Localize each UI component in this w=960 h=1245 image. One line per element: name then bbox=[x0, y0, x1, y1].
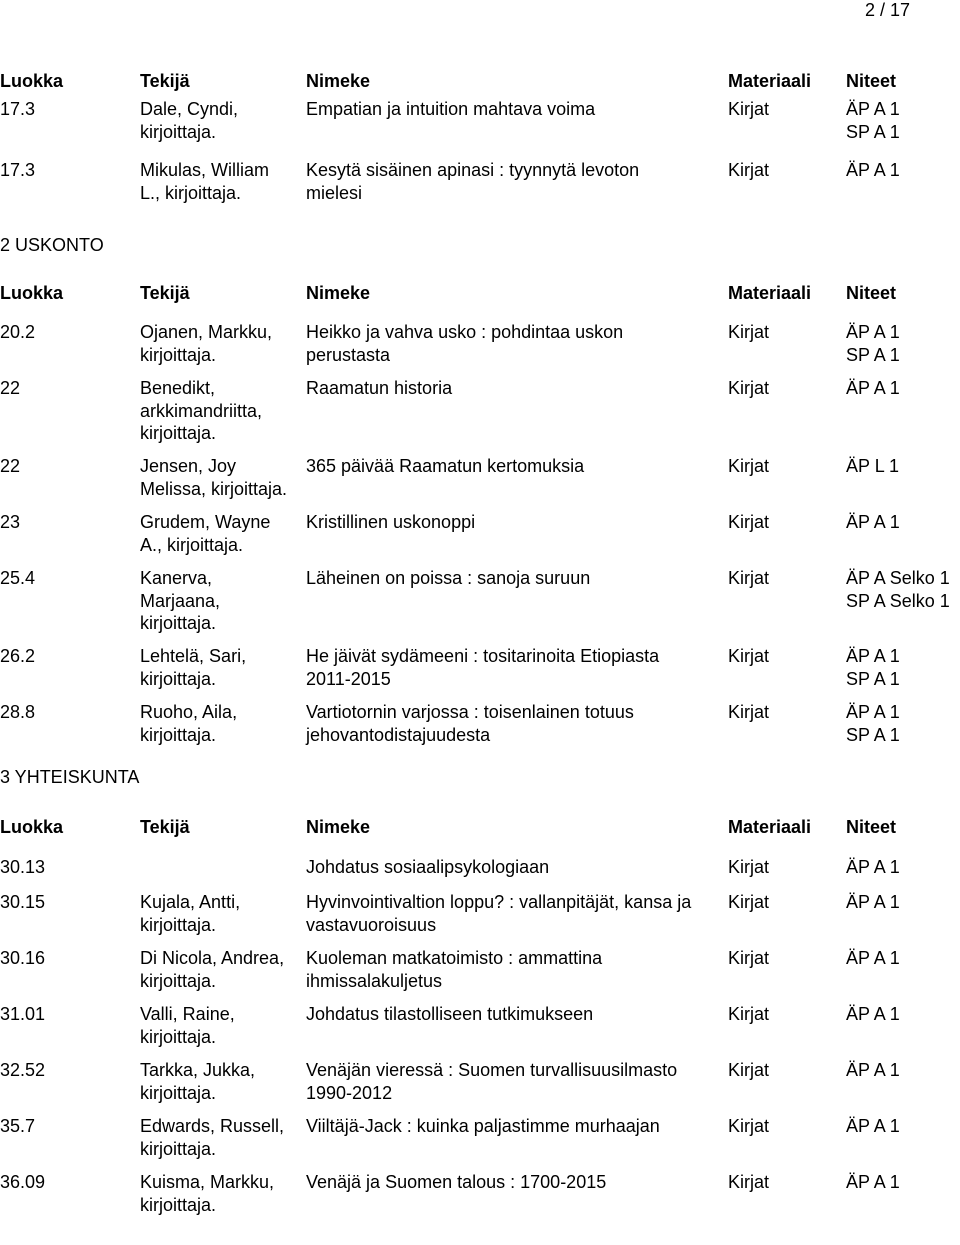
row-luokka: 17.3 bbox=[0, 160, 36, 180]
table-row bbox=[0, 891, 960, 947]
table-row bbox=[0, 1115, 960, 1171]
row-nimeke: Läheinen on poissa : sanoja suruun bbox=[306, 568, 591, 588]
table-row bbox=[0, 98, 960, 159]
table-row bbox=[0, 511, 960, 567]
row-niteet: ÄP A 1 bbox=[846, 1060, 900, 1080]
row-niteet: ÄP A 1 SP A 1 bbox=[846, 646, 900, 689]
row-materiaali: Kirjat bbox=[728, 322, 770, 342]
row-nimeke: Vartiotornin varjossa : toisenlainen totuus jehovantodistajuudesta bbox=[306, 702, 634, 745]
row-tekija: Ruoho, Aila, kirjoittaja. bbox=[140, 702, 238, 745]
row-nimeke: Johdatus tilastolliseen tutkimukseen bbox=[306, 1004, 594, 1024]
row-nimeke: Empatian ja intuition mahtava voima bbox=[306, 99, 596, 119]
row-materiaali: Kirjat bbox=[728, 1116, 770, 1136]
table-row bbox=[0, 645, 960, 701]
row-nimeke: Kesytä sisäinen apinasi : tyynnytä levoton mielesi bbox=[306, 160, 640, 203]
table-row bbox=[0, 1003, 960, 1059]
table-row bbox=[0, 321, 960, 377]
row-luokka: 30.13 bbox=[0, 857, 46, 877]
row-niteet: ÄP A 1 bbox=[846, 857, 900, 877]
row-tekija: Kuisma, Markku, kirjoittaja. bbox=[140, 1172, 275, 1215]
row-nimeke: He jäivät sydämeeni : tositarinoita Etiopiasta 2011-2015 bbox=[306, 646, 660, 689]
row-materiaali: Kirjat bbox=[728, 1060, 770, 1080]
row-luokka: 30.16 bbox=[0, 948, 46, 968]
row-materiaali: Kirjat bbox=[728, 568, 770, 588]
header-nimeke: Nimeke bbox=[306, 71, 371, 91]
row-niteet: ÄP A Selko 1 SP A Selko 1 bbox=[846, 568, 950, 611]
row-materiaali: Kirjat bbox=[728, 702, 770, 722]
row-luokka: 28.8 bbox=[0, 702, 36, 722]
row-luokka: 25.4 bbox=[0, 568, 36, 588]
row-niteet: ÄP A 1 bbox=[846, 1116, 900, 1136]
row-tekija: Valli, Raine, kirjoittaja. bbox=[140, 1004, 235, 1047]
row-tekija: Mikulas, William L., kirjoittaja. bbox=[140, 160, 270, 203]
row-tekija: Kujala, Antti, kirjoittaja. bbox=[140, 892, 241, 935]
row-tekija: Ojanen, Markku, kirjoittaja. bbox=[140, 322, 273, 365]
table-row bbox=[0, 701, 960, 766]
header-luokka: Luokka bbox=[0, 817, 64, 837]
header-niteet: Niteet bbox=[846, 283, 897, 303]
header-nimeke: Nimeke bbox=[306, 817, 371, 837]
row-materiaali: Kirjat bbox=[728, 1172, 770, 1192]
row-luokka: 31.01 bbox=[0, 1004, 46, 1024]
row-materiaali: Kirjat bbox=[728, 948, 770, 968]
row-materiaali: Kirjat bbox=[728, 1004, 770, 1024]
row-luokka: 35.7 bbox=[0, 1116, 36, 1136]
section-title: 2 USKONTO bbox=[0, 235, 104, 255]
table-row bbox=[0, 159, 960, 234]
row-materiaali: Kirjat bbox=[728, 512, 770, 532]
row-nimeke: Raamatun historia bbox=[306, 378, 453, 398]
header-niteet: Niteet bbox=[846, 71, 897, 91]
table-row bbox=[0, 856, 960, 891]
section-title: 3 YHTEISKUNTA bbox=[0, 767, 140, 787]
page-number: 2 / 17 bbox=[864, 0, 910, 20]
row-materiaali: Kirjat bbox=[728, 378, 770, 398]
header-tekija: Tekijä bbox=[140, 71, 190, 91]
row-niteet: ÄP A 1 bbox=[846, 378, 900, 398]
row-nimeke: 365 päivää Raamatun kertomuksia bbox=[306, 456, 585, 476]
row-luokka: 22 bbox=[0, 456, 21, 476]
row-nimeke: Venäjän vieressä : Suomen turvallisuusilmasto 1990-2012 bbox=[306, 1060, 678, 1103]
row-luokka: 30.15 bbox=[0, 892, 46, 912]
header-materiaali: Materiaali bbox=[728, 71, 812, 91]
row-materiaali: Kirjat bbox=[728, 456, 770, 476]
row-tekija: Di Nicola, Andrea, kirjoittaja. bbox=[140, 948, 285, 991]
row-materiaali: Kirjat bbox=[728, 857, 770, 877]
table-row bbox=[0, 1171, 960, 1221]
document-body bbox=[0, 70, 960, 1221]
row-materiaali: Kirjat bbox=[728, 646, 770, 666]
row-materiaali: Kirjat bbox=[728, 99, 770, 119]
row-tekija: Grudem, Wayne A., kirjoittaja. bbox=[140, 512, 271, 555]
row-nimeke: Kuoleman matkatoimisto : ammattina ihmissalakuljetus bbox=[306, 948, 603, 991]
row-nimeke: Venäjä ja Suomen talous : 1700-2015 bbox=[306, 1172, 607, 1192]
row-tekija: Lehtelä, Sari, kirjoittaja. bbox=[140, 646, 247, 689]
table-row bbox=[0, 377, 960, 455]
row-luokka: 32.52 bbox=[0, 1060, 46, 1080]
row-nimeke: Johdatus sosiaalipsykologiaan bbox=[306, 857, 550, 877]
row-materiaali: Kirjat bbox=[728, 892, 770, 912]
row-tekija: Tarkka, Jukka, kirjoittaja. bbox=[140, 1060, 256, 1103]
row-luokka: 20.2 bbox=[0, 322, 36, 342]
row-niteet: ÄP A 1 SP A 1 bbox=[846, 99, 900, 142]
row-tekija: Edwards, Russell, kirjoittaja. bbox=[140, 1116, 285, 1159]
table-row bbox=[0, 947, 960, 1003]
table-header bbox=[0, 282, 960, 304]
header-luokka: Luokka bbox=[0, 283, 64, 303]
row-nimeke: Hyvinvointivaltion loppu? : vallanpitäjät, kansa ja vastavuoroisuus bbox=[306, 892, 692, 935]
row-nimeke: Kristillinen uskonoppi bbox=[306, 512, 476, 532]
row-tekija: Kanerva, Marjaana, kirjoittaja. bbox=[140, 568, 221, 633]
row-niteet: ÄP A 1 bbox=[846, 512, 900, 532]
row-niteet: ÄP A 1 bbox=[846, 1004, 900, 1024]
row-luokka: 17.3 bbox=[0, 99, 36, 119]
row-tekija: Dale, Cyndi, kirjoittaja. bbox=[140, 99, 239, 142]
header-nimeke: Nimeke bbox=[306, 283, 371, 303]
table-header bbox=[0, 70, 960, 92]
row-niteet: ÄP A 1 bbox=[846, 948, 900, 968]
table-header bbox=[0, 816, 960, 838]
row-niteet: ÄP A 1 SP A 1 bbox=[846, 322, 900, 365]
header-tekija: Tekijä bbox=[140, 283, 190, 303]
table-row bbox=[0, 567, 960, 645]
row-luokka: 26.2 bbox=[0, 646, 36, 666]
header-luokka: Luokka bbox=[0, 71, 64, 91]
row-luokka: 23 bbox=[0, 512, 21, 532]
row-materiaali: Kirjat bbox=[728, 160, 770, 180]
row-niteet: ÄP L 1 bbox=[846, 456, 900, 476]
row-tekija: Jensen, Joy Melissa, kirjoittaja. bbox=[140, 456, 288, 499]
row-nimeke: Heikko ja vahva usko : pohdintaa uskon perustasta bbox=[306, 322, 624, 365]
table-row bbox=[0, 1059, 960, 1115]
row-nimeke: Viiltäjä-Jack : kuinka paljastimme murhaajan bbox=[306, 1116, 660, 1136]
row-tekija: Benedikt, arkkimandriitta, kirjoittaja. bbox=[140, 378, 263, 443]
row-niteet: ÄP A 1 bbox=[846, 1172, 900, 1192]
header-tekija: Tekijä bbox=[140, 817, 190, 837]
row-tekija bbox=[140, 856, 306, 891]
header-materiaali: Materiaali bbox=[728, 817, 812, 837]
header-niteet: Niteet bbox=[846, 817, 897, 837]
row-niteet: ÄP A 1 bbox=[846, 892, 900, 912]
row-luokka: 22 bbox=[0, 378, 21, 398]
row-luokka: 36.09 bbox=[0, 1172, 46, 1192]
row-niteet: ÄP A 1 bbox=[846, 160, 900, 180]
row-niteet: ÄP A 1 SP A 1 bbox=[846, 702, 900, 745]
header-materiaali: Materiaali bbox=[728, 283, 812, 303]
table-row bbox=[0, 455, 960, 511]
